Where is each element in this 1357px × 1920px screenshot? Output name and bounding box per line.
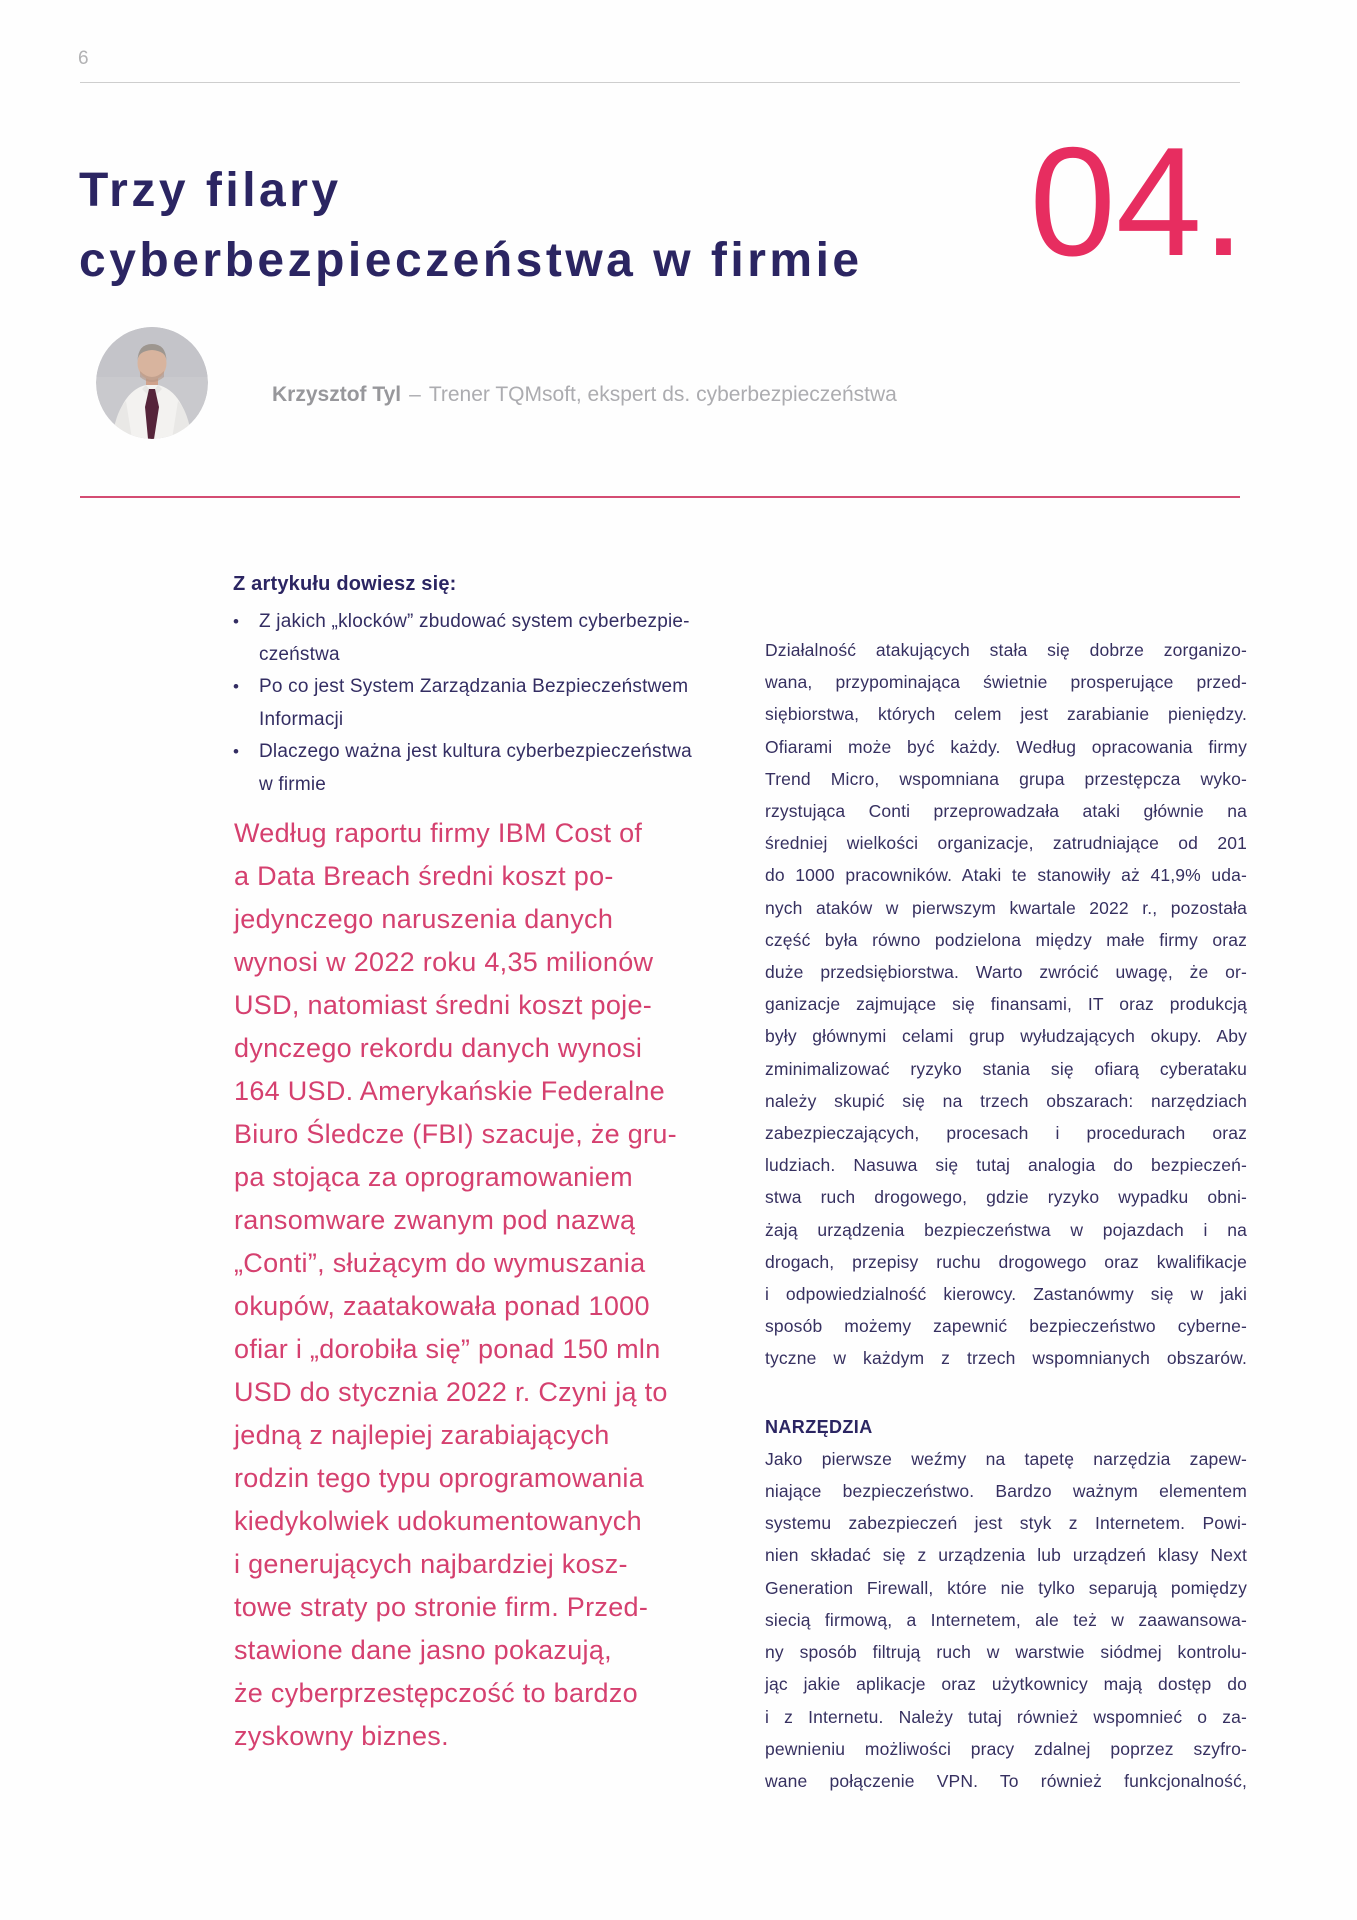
lead-line: towe straty po stronie firm. Przed- [234,1592,649,1622]
summary-bullet-text: Po co jest System Zarządzania Bezpieczeństwem [259,676,689,698]
author-name: Krzysztof Tyl [272,383,402,406]
lead-line: kiedykolwiek udokumentowanych [234,1506,642,1536]
body-column [765,634,1247,1797]
lead-line: stawione dane jasno pokazują, [234,1635,612,1665]
lead-line: ransomware zwanym pod nazwą [234,1205,636,1235]
body-line: ganizacje zajmujące się finansami, IT oraz produkcją [765,994,1247,1015]
body-line: siębiorstwa, których celem jest zarabianie pieniędzy. [765,704,1247,725]
chapter-number: 04. [1029,115,1245,288]
body-line: do 1000 pracowników. Ataki te stanowiły aż 41,9% uda- [765,865,1247,886]
body-line: pewnieniu możliwości pracy zdalnej poprzez szyfro- [765,1738,1247,1759]
lead-line: jedną z najlepiej zarabiających [234,1420,610,1450]
body-line: Generation Firewall, które nie tylko separują pomiędzy [765,1577,1247,1598]
body-line: ludziach. Nasuwa się tutaj analogia do bezpieczeń- [765,1155,1247,1176]
body-line: tyczne w każdym z trzech wspomnianych obszarów. [765,1348,1247,1369]
summary-heading: Z artykułu dowiesz się: [233,573,457,595]
body-line: i odpowiedzialność kierowcy. Zastanówmy się w jaki [765,1284,1247,1305]
body-line: Działalność atakujących stała się dobrze zorganizo- [765,640,1247,660]
body-line: rzystująca Conti przeprowadzała ataki głównie na [765,801,1247,822]
author-avatar [96,327,208,439]
article-title-line2: cyberbezpieczeństwa w firmie [79,234,863,287]
lead-paragraph [234,812,734,1758]
lead-line: okupów, zaatakowała ponad 1000 [234,1291,650,1321]
accent-divider [80,496,1240,498]
body-line: średniej wielkości organizacje, zatrudniające od 201 [765,833,1247,854]
body-line: jąc jakie aplikacje oraz użytkownicy mają dostęp do [765,1674,1247,1695]
top-divider [80,82,1240,83]
author-portrait-image [96,327,208,439]
lead-line: a Data Breach średni koszt po- [234,861,614,891]
body-line: duże przedsiębiorstwa. Warto zwrócić uwagę, że or- [765,962,1247,983]
article-title-line1: Trzy filary [79,164,342,217]
list-item [233,671,733,736]
summary-bullet-text: Dlaczego ważna jest kultura cyberbezpieczeństwa [259,741,692,763]
summary-bullet-text: czeństwa [259,643,340,665]
bullet-icon: • [233,742,239,762]
lead-line: i generujących najbardziej kosz- [234,1549,628,1579]
lead-line: jedynczego naruszenia danych [234,904,614,934]
lead-line: USD, natomiast średni koszt poje- [234,990,653,1020]
lead-line: 164 USD. Amerykańskie Federalne [234,1076,666,1106]
lead-line: Według raportu firmy IBM Cost of [234,818,643,848]
author-dash: – [409,383,421,406]
body-line: zminimalizować ryzyko stania się ofiarą cyberataku [765,1058,1247,1079]
bullet-icon: • [233,677,239,697]
body-line: Trend Micro, wspomniana grupa przestępcza wyko- [765,768,1247,789]
lead-line: USD do stycznia 2022 r. Czyni ją to [234,1377,668,1407]
body-line: wane połączenie VPN. To również funkcjonalność, [765,1770,1247,1791]
section-heading-narzedzia: NARZĘDZIA [765,1416,873,1437]
body-line: ny sposób filtrują ruch w warstwie siódmej kontrolu- [765,1642,1247,1663]
summary-bullet-text: Z jakich „klocków” zbudować system cyberbezpie- [259,611,690,632]
body-line: wana, przypominająca świetnie prosperujące przed- [765,672,1247,693]
body-line: żają urządzenia bezpieczeństwa w pojazdach i na [765,1219,1247,1240]
body-line: były głównymi celami grup wyłudzających okupy. Aby [765,1026,1247,1047]
body-line: nych ataków w pierwszym kwartale 2022 r., pozostała [765,897,1247,918]
summary-bullet-text: w firmie [259,773,327,795]
body-line: drogach, przepisy ruchu drogowego oraz kwalifikacje [765,1251,1247,1272]
body-line: niające bezpieczeństwo. Bardzo ważnym elementem [765,1481,1247,1502]
lead-line: zyskowny biznes. [234,1721,449,1751]
page-number: 6 [78,48,89,69]
lead-line: rodzin tego typu oprogramowania [234,1463,645,1493]
body-line: część była równo podzielona między małe firmy oraz [765,929,1247,950]
lead-line: dynczego rekordu danych wynosi [234,1033,643,1063]
body-line: nien składać się z urządzenia lub urządzeń klasy Next [765,1545,1247,1566]
body-line: Jako pierwsze weźmy na tapetę narzędzia zapew- [765,1448,1247,1469]
list-item [233,736,733,801]
article-summary-box [233,573,733,802]
bullet-icon: • [233,612,239,631]
lead-line: Biuro Śledcze (FBI) szacuje, że gru- [234,1119,677,1149]
body-line: systemu zabezpieczeń jest styk z Internetem. Powi- [765,1513,1247,1534]
author-byline [272,383,897,407]
summary-bullet-text: Informacji [259,708,344,730]
lead-line: wynosi w 2022 roku 4,35 milionów [234,947,654,977]
body-line: Ofiarami może być każdy. Według opracowania firmy [765,736,1247,757]
author-role: Trener TQMsoft, ekspert ds. cyberbezpieczeństwa [428,383,897,406]
body-line: sposób możemy zapewnić bezpieczeństwo cyberne- [765,1316,1247,1337]
body-line: należy skupić się na trzech obszarach: narzędziach [765,1090,1247,1111]
body-line: stwa ruch drogowego, gdzie ryzyko wypadku obni- [765,1187,1247,1208]
article-title [79,156,863,296]
lead-line: że cyberprzestępczość to bardzo [234,1678,638,1708]
lead-line: pa stojąca za oprogramowaniem [234,1162,633,1192]
body-line: siecią firmową, a Internetem, ale też w zaawansowa- [765,1609,1247,1630]
list-item [233,606,733,671]
lead-line: ofiar i „dorobiła się” ponad 150 mln [234,1334,661,1364]
body-line: zabezpieczających, procesach i procedurach oraz [765,1123,1247,1144]
body-line: i z Internetu. Należy tutaj również wspomnieć o za- [765,1706,1247,1727]
lead-line: „Conti”, służącym do wymuszania [234,1248,646,1278]
